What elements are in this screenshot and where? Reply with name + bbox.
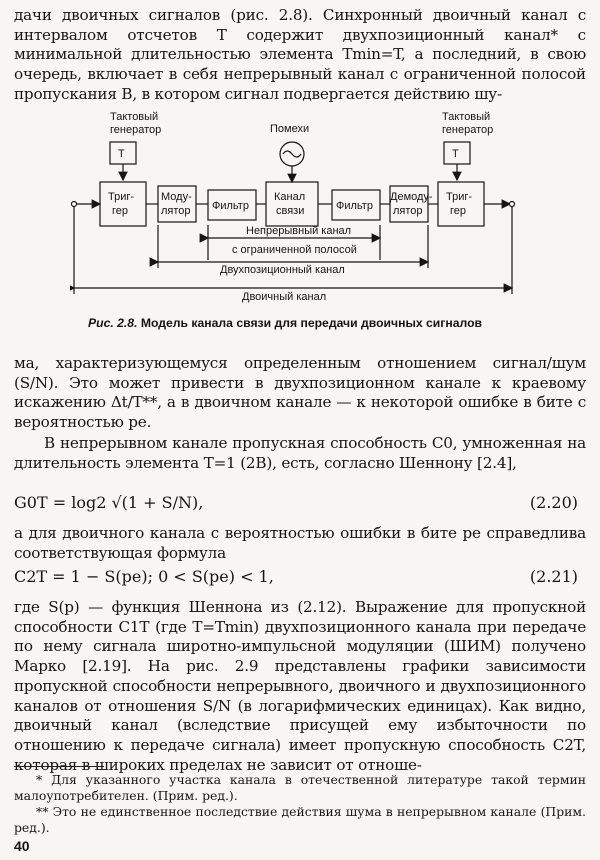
continuous-label: Непрерывный канал xyxy=(246,225,352,237)
footnote-1: * Для указанного участка канала в отечественной литературе такой термин малоупотребителен. (Прим. ред.). xyxy=(14,772,586,803)
page-number: 40 xyxy=(14,838,30,854)
paragraph-3: В непрерывном канале пропускная способность C0, умноженная на длительность элемента T=1 (2B), есть, согласно Шеннону [2.4], xyxy=(14,434,586,472)
channel-line1: Канал xyxy=(274,191,306,203)
t-left-label: Т xyxy=(118,148,125,160)
formula-2-20 xyxy=(14,492,586,514)
modulator-line2: лятор xyxy=(161,205,191,217)
tact-right-line2: генератор xyxy=(442,124,494,136)
top-paragraph: дачи двоичных сигналов (рис. 2.8). Синхронный двоичный канал с интервалом отсчетов T содержит двухпозиционный канал* с минимальной длительностью элемента Tmin=T, а последний, в свою очередь, включает в себя непрерывный канал с ограниченной полосой пропускания B, в котором сигнал подвергается действию шу- xyxy=(14,6,586,103)
formula-2-20-expr: G0T = log2 √(1 + S/N), xyxy=(14,493,204,512)
formula-2-21-expr: C2T = 1 − S(pe); 0 < S(pe) < 1, xyxy=(14,567,274,586)
tact-left-line2: генератор xyxy=(110,124,162,136)
formula-2-21 xyxy=(14,566,586,588)
limited-band-label: с ограниченной полосой xyxy=(232,244,357,256)
channel-box xyxy=(266,182,318,226)
paragraph-2: ма, характеризующемуся определенным отношением сигнал/шум (S/N). Это может привести в двухпозиционном канале к краевому искажению Δt/T**, а в двоичном канале — к некоторой ошибке в бите с вероятностью pe. xyxy=(14,354,586,432)
trigger-right-line2: гер xyxy=(450,205,467,217)
trigger-left-line1: Триг- xyxy=(108,191,135,203)
trigger-right-line1: Триг- xyxy=(446,191,473,203)
two-position-label: Двухпозиционный канал xyxy=(220,264,345,276)
modulator-line1: Моду- xyxy=(161,191,192,203)
caption-label: Рис. 2.8. xyxy=(88,316,138,330)
formula-2-20-number: (2.20) xyxy=(529,493,578,512)
caption-text: Модель канала связи для передачи двоичных сигналов xyxy=(140,316,483,330)
trigger-right xyxy=(438,182,484,226)
noise-label: Помехи xyxy=(270,123,310,135)
binary-label: Двоичный канал xyxy=(242,291,327,303)
demodulator-line1: Демоду- xyxy=(390,191,433,203)
t-right-label: Т xyxy=(452,148,459,160)
demodulator-line2: лятор xyxy=(393,205,423,217)
footnote-rule xyxy=(14,766,104,767)
paragraph-4: а для двоичного канала с вероятностью ошибки в бите pe справедлива соответствующая формула xyxy=(14,524,586,562)
figure-caption xyxy=(88,315,558,331)
paragraph-5: где S(p) — функция Шеннона из (2.12). Выражение для пропускной способности C1T (где T=Tmin) двухпозиционного канала при передаче по нему сигнала широтно-импульсной модуляции (ШИМ) получено Марко [2.19]. На рис. 2.9 представлены графики зависимости пропускной способности непрерывного, двоичного и двухпозиционного каналов от отношения S/N (в логарифмических единицах). Как видно, двоичный канал (вследствие присущей ему избыточности по отношению к передаче сигнала) имеет пропускную способность C2T, которая в широких пределах не зависит от отноше- xyxy=(14,598,586,774)
filter-right-label: Фильтр xyxy=(336,200,373,212)
tact-left-line1: Тактовый xyxy=(110,111,159,123)
figure-channel-model xyxy=(70,110,590,320)
trigger-left-line2: гер xyxy=(112,205,129,217)
trigger-left xyxy=(100,182,146,226)
formula-2-21-number: (2.21) xyxy=(529,567,578,586)
channel-diagram xyxy=(70,110,590,320)
channel-line2: связи xyxy=(276,205,305,217)
tact-right-line1: Тактовый xyxy=(442,111,491,123)
filter-left-label: Фильтр xyxy=(212,200,249,212)
footnote-2: ** Это не единственное последствие действия шума в непрерывном канале (Прим. ред.). xyxy=(14,804,586,835)
